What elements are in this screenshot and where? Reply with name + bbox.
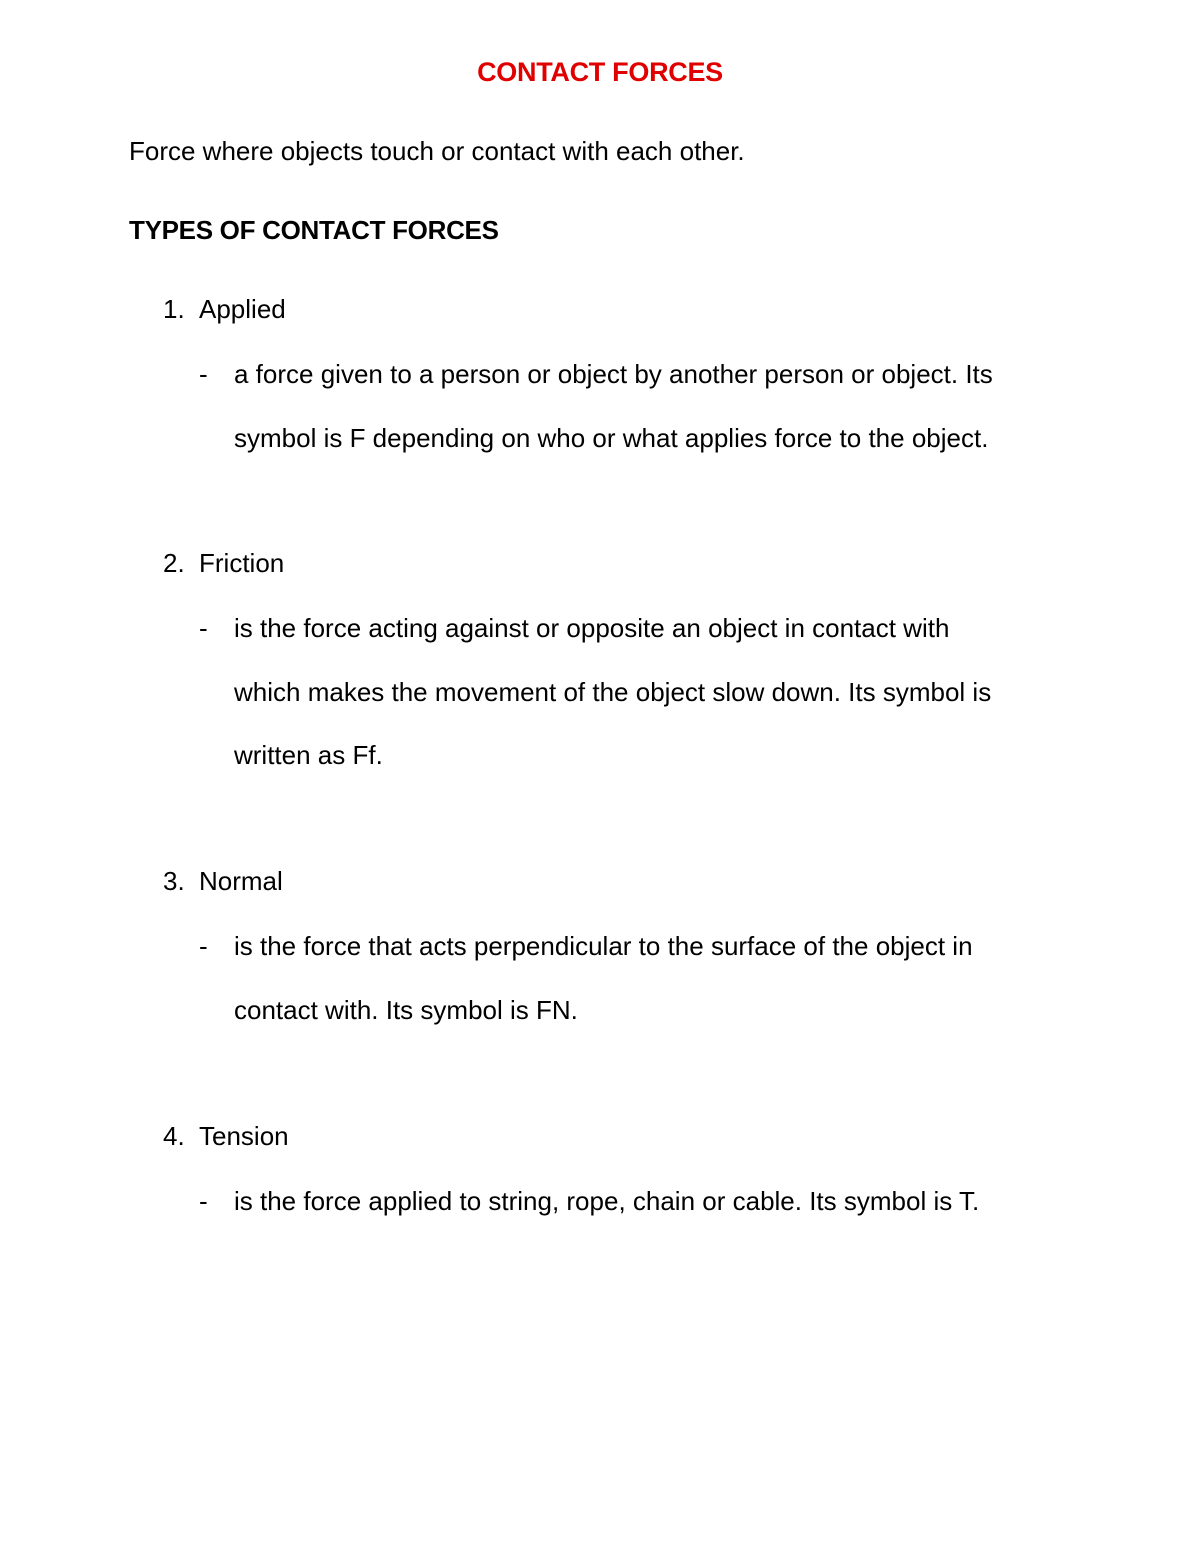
description-line: is the force applied to string, rope, chain or cable. Its symbol is T. <box>234 1186 980 1216</box>
list-item-number: 2. <box>163 548 185 578</box>
description-line: contact with. Its symbol is FN. <box>234 995 578 1025</box>
list-item-heading <box>163 1118 289 1154</box>
bullet-dash: - <box>199 613 208 643</box>
description-line: is the force acting against or opposite an object in contact with <box>234 613 950 643</box>
list-item-number: 1. <box>163 294 185 324</box>
list-item-name: Normal <box>199 866 283 896</box>
section-heading: TYPES OF CONTACT FORCES <box>129 215 499 245</box>
page-title: CONTACT FORCES <box>477 57 723 87</box>
bullet-dash: - <box>199 359 208 389</box>
list-item-number: 3. <box>163 866 185 896</box>
list-item-number: 4. <box>163 1121 185 1151</box>
description-line: a force given to a person or object by another person or object. Its <box>234 359 993 389</box>
description-line: symbol is F depending on who or what applies force to the object. <box>234 423 989 453</box>
bullet-dash: - <box>199 1186 208 1216</box>
list-item-heading <box>163 545 284 581</box>
description-line: written as Ff. <box>234 740 383 770</box>
list-item-heading <box>163 291 286 327</box>
description-line: is the force that acts perpendicular to the surface of the object in <box>234 931 973 961</box>
intro-paragraph: Force where objects touch or contact with each other. <box>129 136 745 166</box>
list-item-name: Friction <box>199 548 285 578</box>
list-item-name: Tension <box>199 1121 289 1151</box>
list-item-heading <box>163 863 283 899</box>
list-item-name: Applied <box>199 294 286 324</box>
description-line: which makes the movement of the object slow down. Its symbol is <box>234 677 992 707</box>
bullet-dash: - <box>199 931 208 961</box>
